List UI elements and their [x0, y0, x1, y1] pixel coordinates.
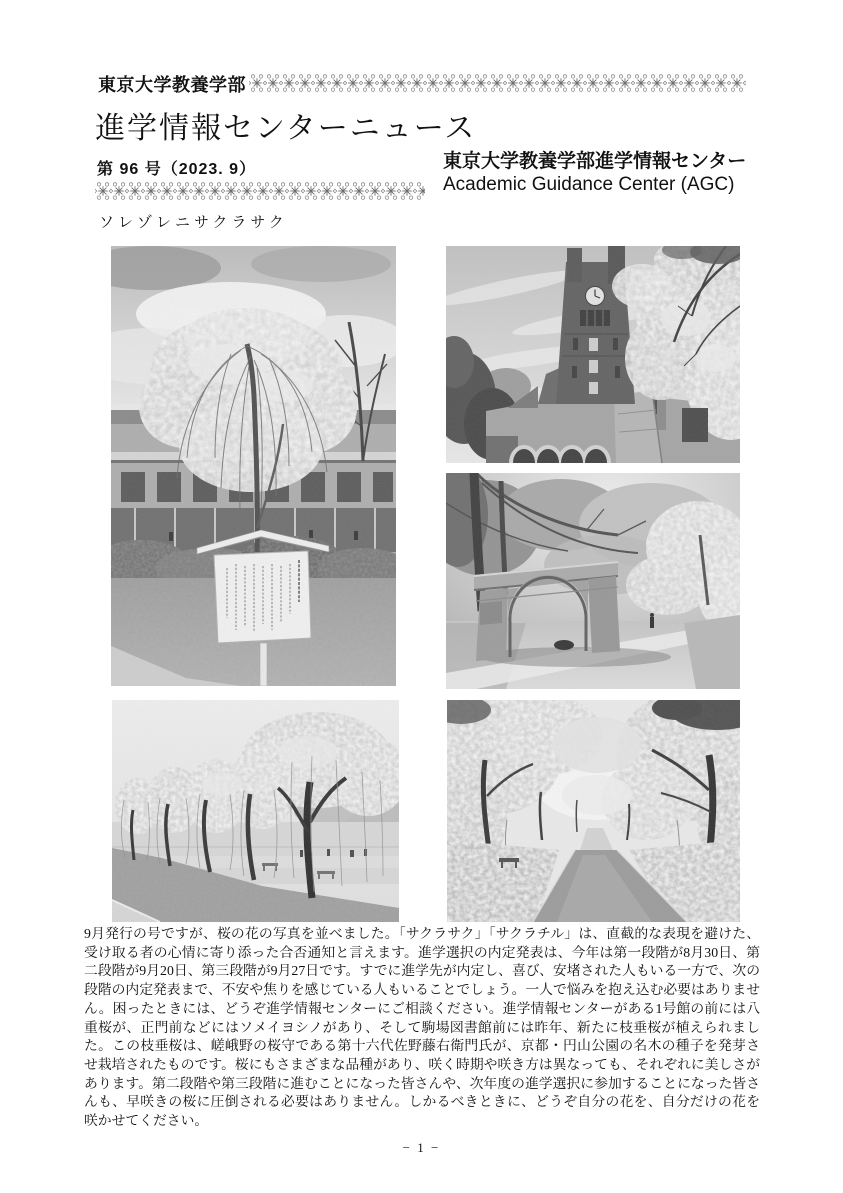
page-number: − 1 −	[402, 1140, 441, 1155]
organization-name-japanese: 東京大学教養学部進学情報センター	[443, 151, 747, 172]
issue-number: 第 96 号（2023. 9）	[97, 161, 257, 178]
newsletter-title: 進学情報センターニュース	[95, 112, 477, 145]
ornamental-border-top	[249, 73, 746, 93]
department-name: 東京大学教養学部	[98, 75, 246, 95]
photo-weeping-cherry-tree-with-signboard	[111, 246, 396, 686]
organization-name-english: Academic Guidance Center (AGC)	[443, 174, 735, 195]
photo-cherry-blossom-avenue-path	[447, 700, 740, 922]
photo-clock-tower-building-with-blossoms	[446, 246, 740, 463]
body-paragraph: 9月発行の号ですが、桜の花の写真を並べました。「サクラサク」「サクラチル」は、直截的な表現を避けた、受け取る者の心情に寄り添った合否通知と言えます。進学選択の内定発表は、今年は第一段階が8月30日、第二段階が9月20日、第三段階が9月27日です。すでに進学先が内定し、喜び、安堵された人もいる一方で、次の段階の内定発表まで、不安や焦りを感じている人もいることでしょう。一人で悩みを抱え込む必要はありません。困ったときには、どうぞ進学情報センターにご相談ください。進学情報センターがある1号館の前には八重桜が、正門前などにはソメイヨシノがあり、そして駒場図書館前には昨年、新たに枝垂桜が植えられました。この枝垂桜は、嵯峨野の桜守である第十六代佐野藤右衛門氏が、京都・円山公園の名木の種子を発芽させ栽培されたものです。桜にもさまざまな品種があり、咲く時期や咲き方は異なっても、それぞれに美しさがあります。第二段階や第三段階に進むことになった皆さんや、次年度の進学選択に参加することになった皆さんも、早咲きの桜に圧倒される必要はありません。しかるべきときに、どうぞ自分の花を、自分だけの花を咲かせてください。	[84, 926, 760, 1129]
ornamental-border-bottom	[95, 181, 425, 201]
organization-block	[443, 150, 746, 196]
photo-section-caption: ソレゾレニサクラサク	[99, 215, 288, 231]
photo-stone-arch-monument-in-park	[446, 473, 740, 689]
photo-row-of-weeping-cherry-trees	[112, 700, 399, 922]
